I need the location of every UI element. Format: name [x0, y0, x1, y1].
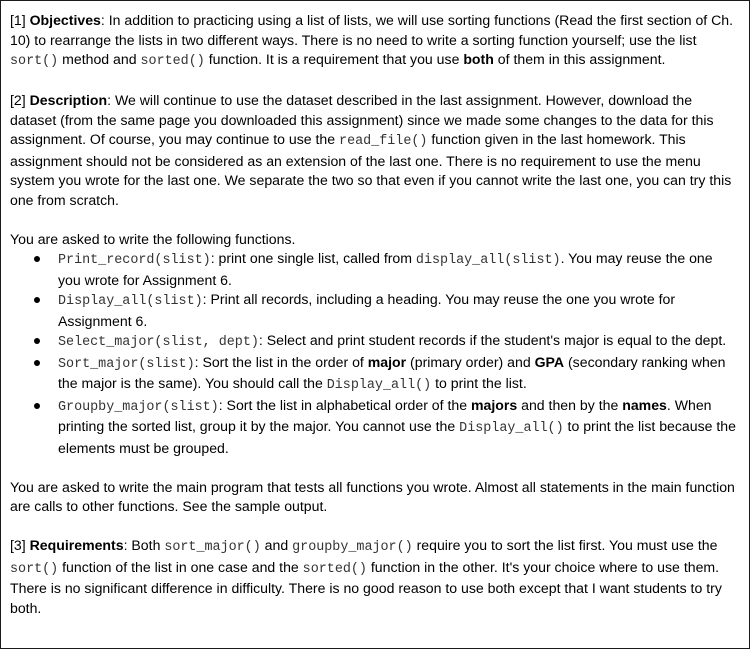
objectives-text-2: method and — [58, 51, 141, 67]
bold-majors: majors — [470, 396, 518, 413]
objectives-text-3: function. It is a requirement that you use — [204, 51, 464, 67]
bullet-icon — [34, 338, 40, 344]
list-item-text: . When printing the sorted list, group it by the major. You cannot use the — [58, 396, 712, 434]
list-item-text: and then by the — [517, 396, 623, 413]
description-text-1: : We will continue to use the dataset described in the last assignment. However, download the dataset (from the same page you downloaded this assignment) since we made some changes to the data for this assignment. Of course, you may continue to use the — [10, 92, 714, 147]
requirements-number: [3] — [10, 537, 30, 553]
list-item-text: (secondary ranking when the major is the same). You should call the — [58, 353, 726, 391]
bullet-icon — [34, 403, 40, 409]
objectives-heading: Objectives — [29, 12, 101, 28]
list-item-text: : Sort the list in the order of — [194, 353, 368, 370]
bullet-icon — [34, 256, 40, 262]
list-item-select-major — [58, 331, 736, 353]
code-display-all-call: Display_all() — [326, 378, 432, 393]
bullet-icon — [34, 360, 40, 366]
objectives-text-1: : In addition to practicing using a list of lists, we will use sorting functions (Read the first section of Ch. 10) to rearrange the lists in two different ways. There is no need to write a sorting function yourself; use the list — [10, 12, 734, 48]
list-item-sort-major — [58, 353, 736, 396]
list-item-text: . You may reuse the one you wrote for Assignment 6. — [58, 250, 713, 288]
list-item-text: : Sort the list in alphabetical order of the — [218, 396, 471, 413]
code-read-file: read_file() — [339, 134, 428, 149]
requirements-text-5: function in the other. It's your choice where to use them. There is no significant difference in difficulty. There is no good reason to use both except that I want students to try both. — [10, 558, 722, 616]
description-text-2: function given in the last homework. This assignment should not be considered as an extension of the last one. There is no requirement to use the menu system you wrote for the last one. We separate the two so that even if you cannot write the last one, you can try this one from scratch. — [10, 131, 732, 208]
list-item-text: to print the list because the elements must be grouped. — [58, 418, 736, 456]
code-display-all-call: display_all(slist) — [415, 253, 561, 268]
code-sorted-function: sorted() — [140, 54, 205, 69]
code-select-major: Select_major(slist, dept) — [58, 335, 259, 350]
code-groupby-major-lower: groupby_major() — [292, 540, 413, 555]
code-sort-method: sort() — [10, 54, 59, 69]
code-sort-major: Sort_major(slist) — [58, 356, 195, 372]
requirements-heading: Requirements — [29, 537, 124, 553]
list-item-text: (primary order) and — [406, 353, 535, 370]
bullet-icon — [34, 297, 40, 303]
bold-names: names — [622, 396, 667, 413]
main-program-paragraph: You are asked to write the main program that tests all functions you wrote. Almost all statements in the main function are calls to other functions. See the sample output. — [10, 478, 735, 514]
description-paragraph — [10, 91, 736, 210]
description-heading: Description — [29, 92, 108, 108]
description-number: [2] — [10, 92, 30, 108]
objectives-number: [1] — [10, 12, 30, 28]
requirements-text-1: : Both — [123, 537, 165, 553]
bold-major: major — [367, 353, 407, 370]
code-sort-method: sort() — [10, 561, 59, 577]
code-print-record: Print_record(slist) — [58, 253, 211, 268]
requirements-paragraph — [10, 536, 736, 618]
code-groupby-major: Groupby_major(slist) — [58, 399, 219, 415]
requirements-text-3: require you to sort the list first. You must use the — [412, 537, 718, 553]
objectives-text-4: of them in this assignment. — [493, 51, 666, 67]
bold-gpa: GPA — [534, 353, 565, 370]
code-sort-major-lower: sort_major() — [164, 540, 261, 555]
list-item-text: : Print all records, including a heading. You may reuse the one you wrote for Assignment 6. — [58, 291, 676, 329]
functions-intro: You are asked to write the following functions. — [10, 230, 296, 247]
functions-list — [10, 249, 736, 458]
objectives-paragraph — [10, 11, 736, 72]
code-display-all: Display_all(slist) — [58, 294, 203, 309]
list-item-text: to print the list. — [431, 375, 527, 391]
list-item-print-record — [58, 249, 736, 290]
list-item-text: : print one single list, called from — [210, 250, 416, 266]
code-sorted-function: sorted() — [302, 561, 367, 577]
requirements-text-4: function of the list in one case and the — [58, 558, 303, 575]
list-item-groupby-major — [58, 396, 736, 459]
objectives-bold-both: both — [463, 51, 494, 67]
list-item-text: : Select and print student records if the student's major is equal to the dept. — [258, 332, 727, 348]
code-display-all-call: Display_all() — [459, 421, 564, 436]
document-content — [10, 11, 736, 618]
requirements-text-2: and — [260, 537, 293, 553]
list-item-display-all — [58, 290, 736, 331]
